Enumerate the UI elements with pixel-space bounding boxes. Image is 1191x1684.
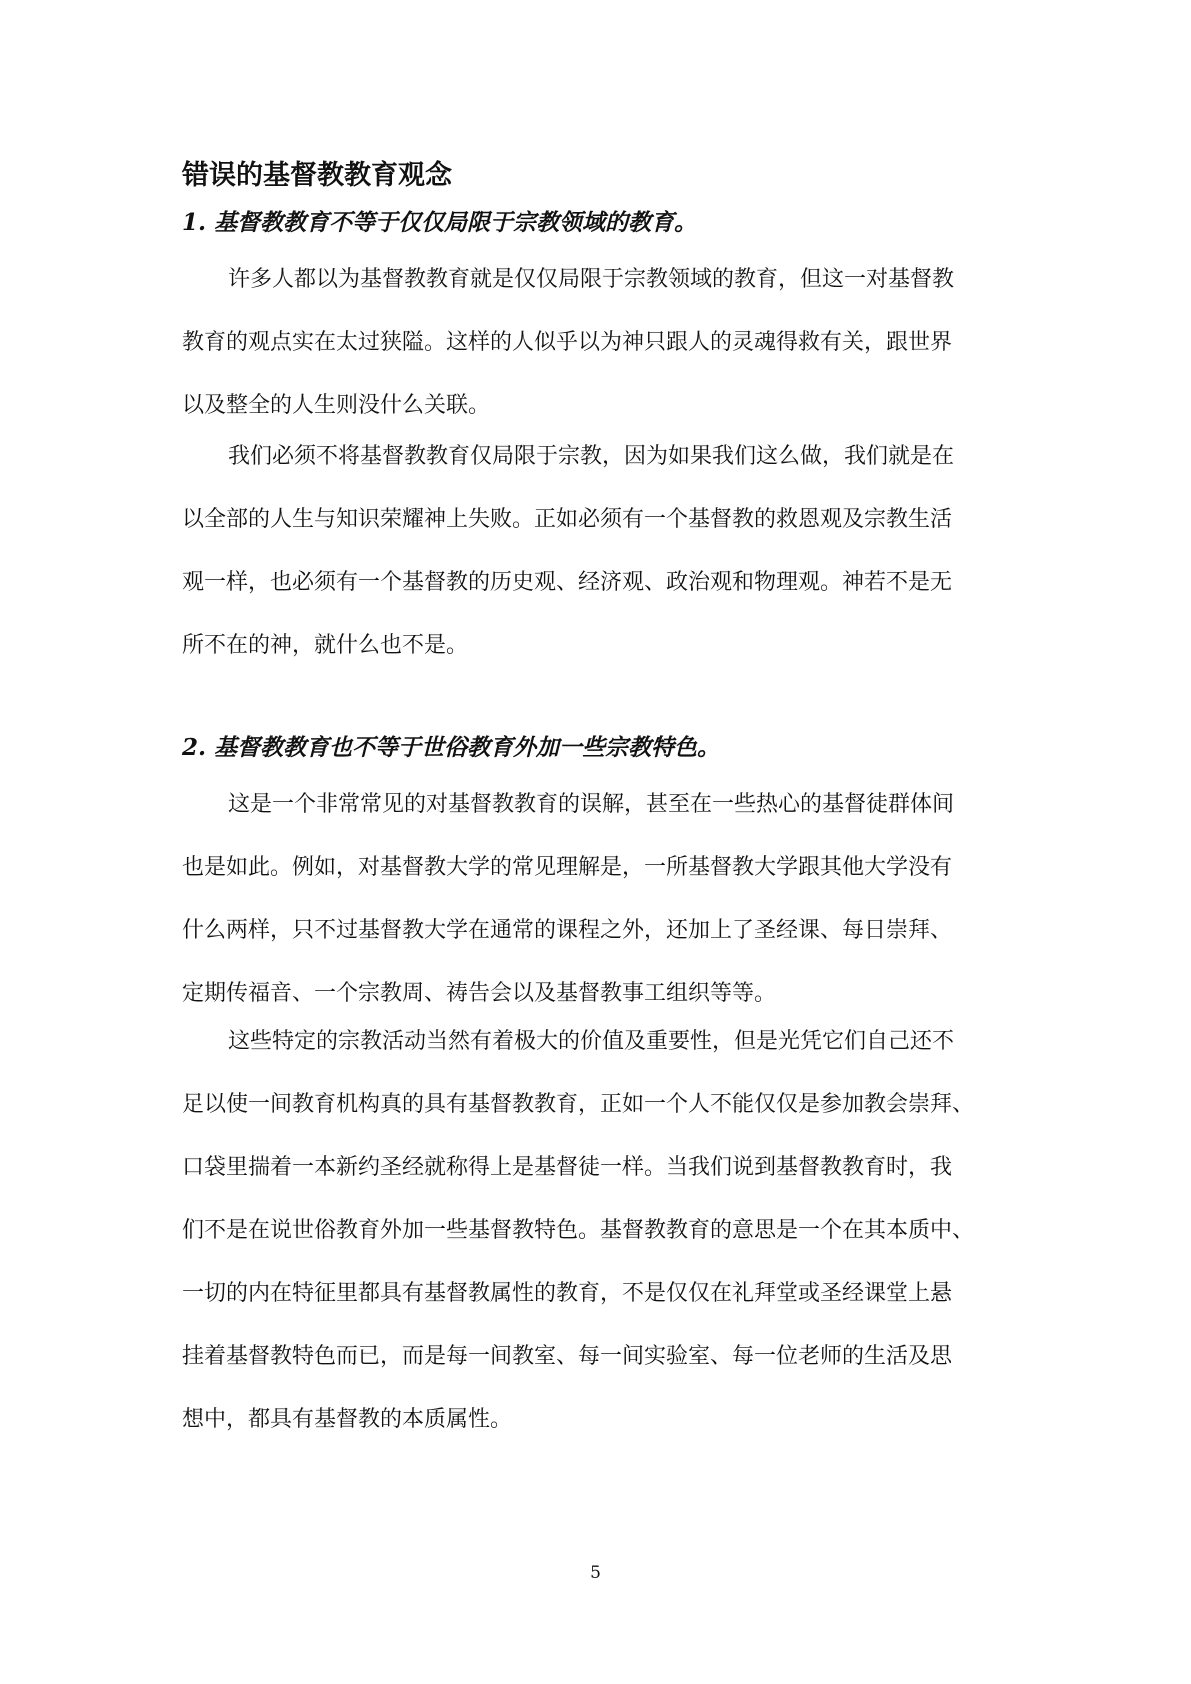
text-line: 定期传福音、一个宗教周、祷告会以及基督教事工组织等等。 xyxy=(182,981,777,1006)
text-line: 一切的内在特征里都具有基督教属性的教育，不是仅仅在礼拜堂或圣经课堂上悬 xyxy=(182,1281,953,1306)
text-line: 观一样，也必须有一个基督教的历史观、经济观、政治观和物理观。神若不是无 xyxy=(182,570,953,595)
text-line: 想中，都具有基督教的本质属性。 xyxy=(182,1407,513,1432)
section-1-heading xyxy=(182,206,697,240)
section-1-number: 1. xyxy=(182,209,207,236)
page-number: 5 xyxy=(590,1563,601,1583)
page-title: 错误的基督教教育观念 xyxy=(182,160,452,191)
text-line: 以及整全的人生则没什么关联。 xyxy=(182,393,491,418)
section-2-heading xyxy=(182,731,720,765)
section-1-paragraph-1 xyxy=(182,263,1022,452)
section-2-paragraph-1 xyxy=(182,788,1022,1040)
text-line: 足以使一间教育机构真的具有基督教教育，正如一个人不能仅仅是参加教会崇拜、 xyxy=(182,1092,975,1117)
text-line: 口袋里揣着一本新约圣经就称得上是基督徒一样。当我们说到基督教教育时，我 xyxy=(182,1155,953,1180)
text-line: 以全部的人生与知识荣耀神上失败。正如必须有一个基督教的救恩观及宗教生活 xyxy=(182,507,953,532)
text-line: 所不在的神，就什么也不是。 xyxy=(182,633,469,658)
section-2-number: 2. xyxy=(182,734,207,761)
text-line: 教育的观点实在太过狭隘。这样的人似乎以为神只跟人的灵魂得救有关，跟世界 xyxy=(182,330,953,355)
section-2-paragraph-2 xyxy=(182,1025,1022,1466)
text-line: 也是如此。例如，对基督教大学的常见理解是，一所基督教大学跟其他大学没有 xyxy=(182,855,953,880)
text-line: 挂着基督教特色而已，而是每一间教室、每一间实验室、每一位老师的生活及思 xyxy=(182,1344,953,1369)
section-1-heading-text: 基督教教育不等于仅仅局限于宗教领域的教育。 xyxy=(214,209,698,236)
text-line: 许多人都以为基督教教育就是仅仅局限于宗教领域的教育，但这一对基督教 xyxy=(228,267,955,292)
text-line: 们不是在说世俗教育外加一些基督教特色。基督教教育的意思是一个在其本质中、 xyxy=(182,1218,975,1243)
text-line: 我们必须不将基督教教育仅局限于宗教，因为如果我们这么做，我们就是在 xyxy=(228,444,955,469)
text-line: 这是一个非常常见的对基督教教育的误解，甚至在一些热心的基督徒群体间 xyxy=(228,792,955,817)
text-line: 这些特定的宗教活动当然有着极大的价值及重要性，但是光凭它们自己还不 xyxy=(228,1029,955,1054)
section-1-paragraph-2 xyxy=(182,440,1022,692)
section-2-heading-text: 基督教教育也不等于世俗教育外加一些宗教特色。 xyxy=(214,734,721,761)
text-line: 什么两样，只不过基督教大学在通常的课程之外，还加上了圣经课、每日崇拜、 xyxy=(182,918,953,943)
